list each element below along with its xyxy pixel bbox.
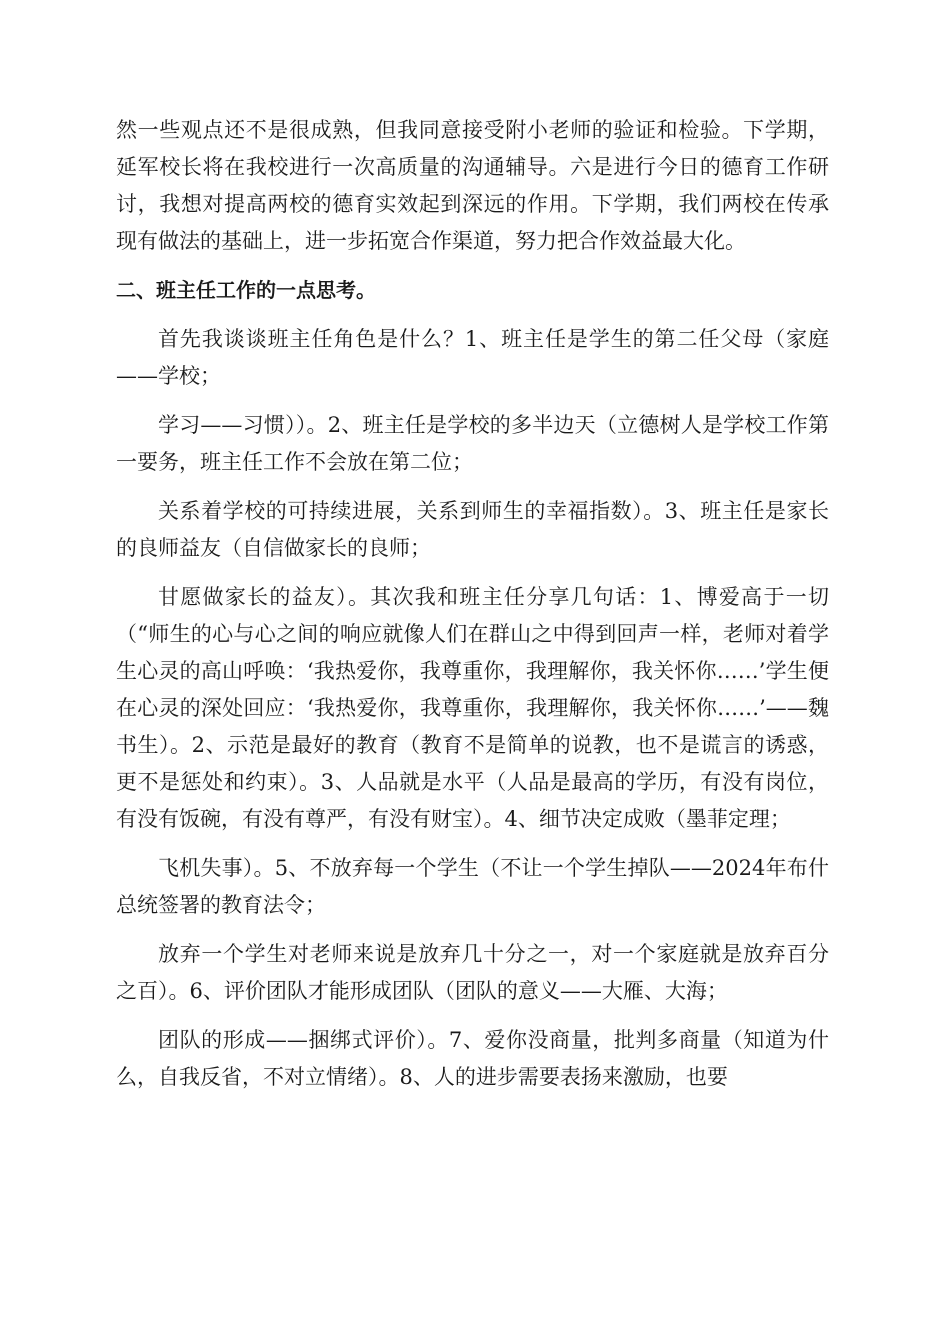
- paragraph-role-intro: 首先我谈谈班主任角色是什么？1、班主任是学生的第二任父母（家庭——学校；: [116, 327, 829, 388]
- paragraph-team-evaluation: 放弃一个学生对老师来说是放弃几十分之一，对一个家庭就是放弃百分之百）。6、评价团队才能形成团队（团队的意义——大雁、大海；: [116, 942, 829, 1003]
- paragraph-sayings: 甘愿做家长的益友）。其次我和班主任分享几句话：1、博爱高于一切（“师生的心与心之间的响应就像人们在群山之中得到回声一样，老师对着学生心灵的高山呼唤：‘我热爱你，我尊重你，我理解你，我关怀你……’学生便在心灵的深处回应：‘我热爱你，我尊重你，我理解你，我关怀你……’——魏书生）。2、示范是最好的教育（教育不是简单的说教，也不是谎言的诱惑，更不是惩处和约束）。3、人品就是水平（人品是最高的学历，有没有岗位，有没有饭碗，有没有尊严，有没有财宝）。4、细节决定成败（墨菲定理；: [116, 585, 829, 831]
- paragraph-role-parents: 关系着学校的可持续进展，关系到师生的幸福指数）。3、班主任是家长的良师益友（自信做家长的良师；: [116, 499, 829, 560]
- section-heading-class-teacher: 二、班主任工作的一点思考。: [116, 278, 376, 302]
- paragraph-role-school: 学习——习惯））。2、班主任是学校的多半边天（立德树人是学校工作第一要务，班主任工作不会放在第二位；: [116, 413, 829, 474]
- paragraph-team-formation: 团队的形成——捆绑式评价）。7、爱你没商量，批判多商量（知道为什么，自我反省，不对立情绪）。8、人的进步需要表扬来激励，也要: [116, 1028, 829, 1089]
- paragraph-no-student-left: 飞机失事）。5、不放弃每一个学生（不让一个学生掉队——2024年布什总统签署的教育法令；: [116, 856, 829, 917]
- paragraph-cooperation-summary: 然一些观点还不是很成熟，但我同意接受附小老师的验证和检验。下学期，延军校长将在我校进行一次高质量的沟通辅导。六是进行今日的德育工作研讨，我想对提高两校的德育实效起到深远的作用。下学期，我们两校在传承现有做法的基础上，进一步拓宽合作渠道，努力把合作效益最大化。: [116, 118, 829, 253]
- document-page: [116, 112, 829, 1108]
